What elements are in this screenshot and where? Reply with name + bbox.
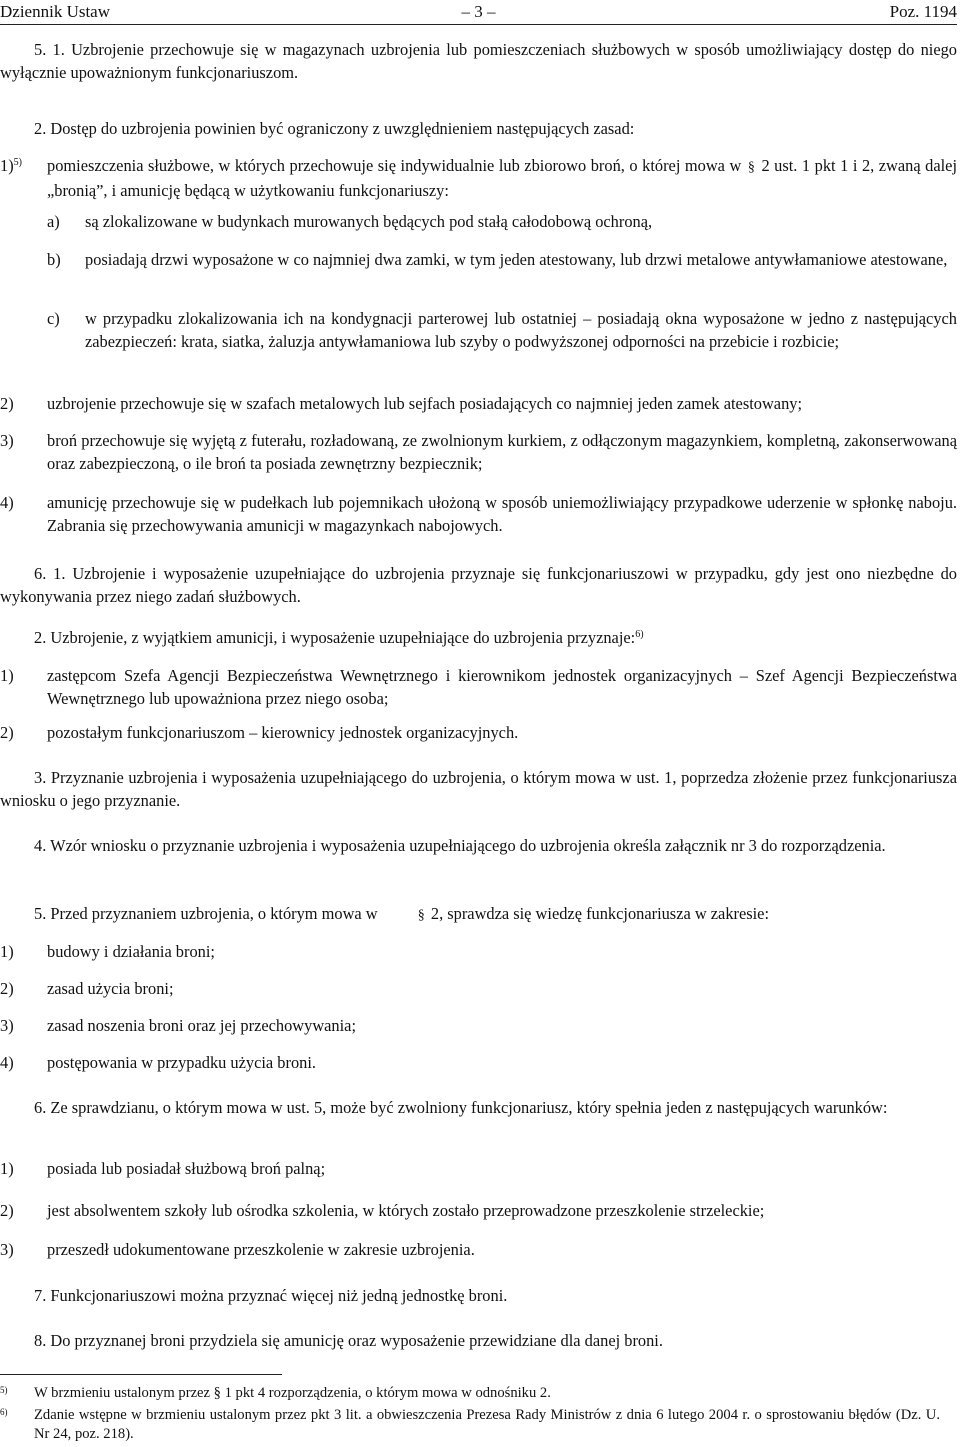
paragraph-6-7: 7. Funkcjonariuszowi można przyznać więcej niż jedną jednostkę broni. [34, 1286, 508, 1305]
footnote-ref: 6) [635, 629, 644, 640]
item-number: 1) [0, 156, 14, 175]
item-text: w przypadku zlokalizowania ich na kondygnacji parterowej lub ostatniej – posiadają okna wyposażone w jedno z następujących zabezpieczeń: krata, siatka, żaluzja antywłamaniowa lub szyby o podwyższonej odporności na przebicie i rozbicie; [85, 309, 957, 351]
paragraph-text: 5. Przed przyznaniem uzbrojenia, o którym mowa w [34, 904, 378, 923]
item-number: 4) [0, 493, 14, 512]
journal-title: Dziennik Ustaw [0, 2, 111, 21]
item-text-part: 2 ust. 1 pkt 1 i 2, zwaną dalej „bronią”, i amunicję będącą w użytkowaniu funkcjonariuszy: [47, 156, 958, 200]
item-text: zastępcom Szefa Agencji Bezpieczeństwa Wewnętrznego i kierownikom jednostek organizacyjnych – Szef Agencji Bezpieczeństwa Wewnętrznego lub upoważniona przez niego osoba; [47, 666, 957, 708]
footnote-divider [0, 1374, 282, 1375]
item-text: postępowania w przypadku użycia broni. [47, 1053, 316, 1072]
item-letter: b) [47, 250, 61, 269]
footnote-number: 6) [0, 1407, 8, 1417]
item-number: 1) [0, 1159, 14, 1178]
item-text-part: pomieszczenia służbowe, w których przechowuje się indywidualnie lub zbiorowo broń, o której mowa w [47, 156, 742, 175]
paragraph-6-8: 8. Do przyznanej broni przydziela się amunicję oraz wyposażenie przewidziane dla danej broni. [34, 1331, 663, 1350]
page-number: – 3 – [461, 2, 496, 21]
paragraph-5-1: 5. 1. Uzbrojenie przechowuje się w magazynach uzbrojenia lub pomieszczeniach służbowych w sposób umożliwiający dostęp do niego wyłącznie upoważnionym funkcjonariuszom. [0, 40, 957, 82]
item-number: 3) [0, 431, 14, 450]
paragraph-5-2: 2. Dostęp do uzbrojenia powinien być ograniczony z uwzględnieniem następujących zasad: [34, 119, 635, 138]
section-sign: § [417, 908, 425, 923]
item-text: pozostałym funkcjonariuszom – kierownicy jednostek organizacyjnych. [47, 723, 519, 742]
paragraph-6-3: 3. Przyznanie uzbrojenia i wyposażenia uzupełniającego do uzbrojenia, o którym mowa w ust. 1, poprzedza złożenie przez funkcjonariusza wniosku o jego przyznanie. [0, 768, 957, 810]
item-text: zasad noszenia broni oraz jej przechowywania; [47, 1016, 357, 1035]
item-number: 4) [0, 1053, 14, 1072]
item-number: 2) [0, 979, 14, 998]
item-text: amunicję przechowuje się w pudełkach lub pojemnikach ułożoną w sposób uniemożliwiający przypadkowe uderzenie w spłonkę naboju. Zabrania się przechowywania amunicji w magazynkach nabojowych. [47, 493, 957, 535]
item-number: 1) [0, 666, 14, 685]
paragraph-6-6: 6. Ze sprawdzianu, o którym mowa w ust. 5, może być zwolniony funkcjonariusz, który spełnia jeden z następujących warunków: [34, 1098, 888, 1117]
footnote-number: 5) [0, 1385, 8, 1395]
item-number: 3) [0, 1016, 14, 1035]
position-number: Poz. 1194 [889, 2, 957, 21]
item-number: 2) [0, 394, 14, 413]
item-text: zasad użycia broni; [47, 979, 174, 998]
paragraph-6-5 [0, 902, 957, 927]
item-number: 3) [0, 1240, 14, 1259]
item-text: broń przechowuje się wyjętą z futerału, rozładowaną, ze zwolnionym kurkiem, z odłączonym magazynkiem, kompletną, zakonserwowaną oraz zabezpieczoną, o ile broń ta posiada zewnętrzny bezpiecznik; [47, 431, 957, 473]
item-text: posiada lub posiadał służbową broń palną; [47, 1159, 326, 1178]
item-text: przeszedł udokumentowane przeszkolenie w zakresie uzbrojenia. [47, 1240, 475, 1259]
paragraph-text: 2. Uzbrojenie, z wyjątkiem amunicji, i wyposażenie uzupełniające do uzbrojenia przyznaje: [34, 628, 636, 647]
item-text: budowy i działania broni; [47, 942, 215, 961]
item-number: 2) [0, 1201, 14, 1220]
item-letter: c) [47, 309, 60, 328]
footnote-ref: 5) [13, 157, 22, 168]
paragraph-6-2 [0, 626, 957, 649]
page-header [0, 0, 957, 25]
footnote-text: Zdanie wstępne w brzmieniu ustalonym przez pkt 3 lit. a obwieszczenia Prezesa Rady Ministrów z dnia 6 lutego 2004 r. o sprostowaniu błędów (Dz. U. Nr 24, poz. 218). [34, 1407, 940, 1442]
paragraph-text: 2, sprawdza się wiedzę funkcjonariusza w zakresie: [430, 904, 770, 923]
item-text [47, 154, 957, 202]
item-letter: a) [47, 212, 60, 231]
paragraph-6-4: 4. Wzór wniosku o przyznanie uzbrojenia i wyposażenia uzupełniającego do uzbrojenia określa załącznik nr 3 do rozporządzenia. [34, 836, 886, 855]
paragraph-6-1: 6. 1. Uzbrojenie i wyposażenie uzupełniające do uzbrojenia przyznaje się funkcjonariuszowi w przypadku, gdy jest ono niezbędne do wykonywania przez niego zadań służbowych. [0, 564, 957, 606]
item-text: są zlokalizowane w budynkach murowanych będących pod stałą całodobową ochroną, [85, 212, 653, 231]
section-sign: § [747, 160, 755, 175]
item-number: 1) [0, 942, 14, 961]
item-text: posiadają drzwi wyposażone w co najmniej dwa zamki, w tym jeden atestowany, lub drzwi metalowe antywłamaniowe atestowane, [85, 250, 948, 269]
footnote-text: W brzmieniu ustalonym przez § 1 pkt 4 rozporządzenia, o którym mowa w odnośniku 2. [34, 1385, 551, 1401]
item-text: uzbrojenie przechowuje się w szafach metalowych lub sejfach posiadających co najmniej jeden zamek atestowany; [47, 394, 803, 413]
item-number: 2) [0, 723, 14, 742]
item-text: jest absolwentem szkoły lub ośrodka szkolenia, w których zostało przeprowadzone przeszkolenie strzeleckie; [47, 1201, 765, 1220]
